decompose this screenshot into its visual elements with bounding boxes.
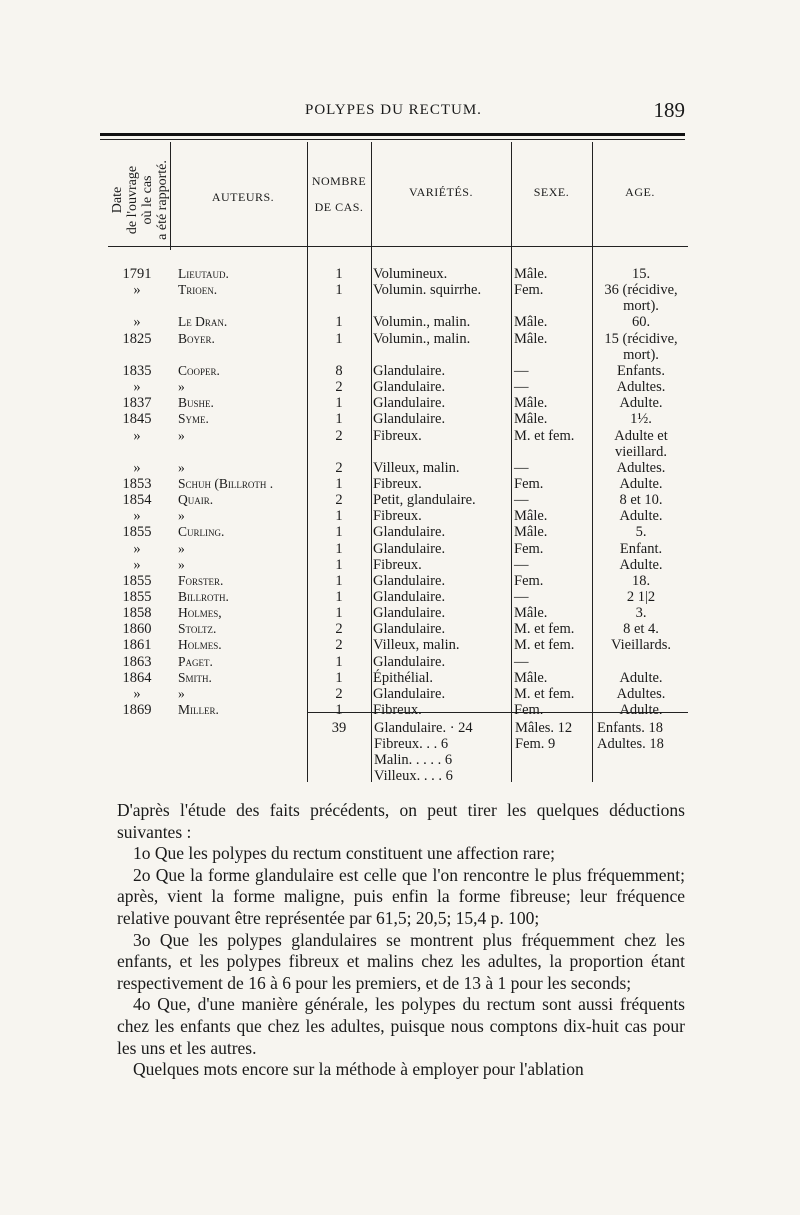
row-date: 1791 — [122, 266, 152, 282]
row-age: 15 (récidive, — [604, 330, 678, 347]
row-age: 8 et 4. — [623, 621, 659, 638]
row-variety: Villeux, malin. — [373, 459, 460, 476]
row-date: 1835 — [122, 362, 152, 379]
authors-column-header: AUTEURS. — [211, 190, 275, 204]
row-variety: Glandulaire. — [373, 411, 446, 428]
table-row — [108, 492, 688, 508]
date-header-line-1: Date — [110, 186, 125, 214]
row-sex: — — [514, 589, 529, 605]
row-date: 1855 — [122, 589, 152, 605]
row-date: » — [133, 540, 141, 557]
table-row — [108, 282, 688, 298]
row-variety: Glandulaire. — [373, 395, 446, 412]
row-date: 1858 — [122, 605, 152, 622]
table-row — [108, 557, 688, 573]
table-row — [108, 444, 688, 460]
row-age: 3. — [635, 605, 647, 622]
row-number: 1 — [335, 282, 343, 299]
table-row — [108, 411, 688, 427]
varieties-column-header: VARIÉTÉS. — [409, 185, 473, 199]
date-header-line-3: où le cas — [140, 175, 155, 225]
row-date: » — [133, 508, 141, 525]
table-row — [108, 298, 688, 314]
row-sex: Mâle. — [514, 605, 548, 622]
row-sex: Mâle. — [514, 508, 548, 525]
row-age: Adultes. — [616, 685, 666, 702]
row-variety: Glandulaire. — [373, 589, 446, 605]
row-number: 1 — [335, 540, 343, 557]
row-age: Adulte. — [619, 669, 663, 686]
row-age: Adultes. — [616, 379, 666, 396]
row-date: » — [133, 685, 141, 702]
running-title: POLYPES DU RECTUM. — [305, 102, 482, 118]
row-date: 1864 — [122, 669, 152, 686]
row-variety: Volumin. squirrhe. — [373, 282, 482, 299]
table-row — [108, 379, 688, 395]
row-sex: — — [514, 379, 529, 396]
row-author: Holmes, — [178, 605, 222, 621]
row-date: 1863 — [122, 653, 152, 670]
table-row — [108, 605, 688, 621]
row-variety: Petit, glandulaire. — [373, 492, 476, 509]
row-author: Boyer. — [178, 330, 215, 346]
table-row — [108, 347, 688, 363]
row-sex: Mâle. — [514, 524, 548, 541]
sex-column-header: SEXE. — [533, 185, 570, 199]
row-number: 1 — [335, 605, 343, 622]
row-author: Bushe. — [178, 395, 214, 411]
table-row — [108, 686, 688, 702]
row-date: 1869 — [122, 702, 152, 719]
column-divider — [170, 142, 171, 250]
table-row — [108, 395, 688, 411]
row-variety: Glandulaire. — [373, 685, 446, 702]
row-age: Enfant. — [619, 540, 663, 557]
row-variety: Volumin., malin. — [373, 314, 471, 331]
row-sex: — — [514, 362, 529, 379]
row-date: 1854 — [122, 492, 152, 509]
row-author: Cooper. — [178, 362, 220, 378]
row-age: 2 1|2 — [626, 589, 656, 605]
paragraph-point-4: 4o Que, d'une manière générale, les polypes du rectum sont aussi fréquents chez les enfants que chez les adultes, puisque nous comptons dix-huit cas pour les uns et les autres. — [117, 994, 685, 1058]
table-row — [108, 428, 688, 444]
row-date: 1860 — [122, 621, 152, 638]
total-variety-villous: Villeux. . . . 6 — [374, 768, 453, 784]
table-row — [108, 314, 688, 330]
row-author: » — [178, 556, 185, 572]
row-author: Schuh (Billroth . — [178, 475, 274, 491]
date-header-line-4: a été rapporté. — [155, 160, 170, 240]
row-author: Le Dran. — [178, 314, 228, 330]
row-sex: — — [514, 492, 529, 509]
paragraph-point-2: 2o Que la forme glandulaire est celle que l'on rencontre le plus fréquemment; après, vient la forme maligne, puis enfin la forme fibreuse; leur fréquence relative pouvant être représentée par 61,5; 20,5; 15,4 p. 100; — [117, 864, 685, 928]
table-row — [108, 621, 688, 637]
row-age: vieillard. — [615, 443, 667, 460]
row-number: 1 — [335, 653, 343, 670]
table-row — [108, 573, 688, 589]
table-row — [108, 670, 688, 686]
row-date: 1825 — [122, 330, 152, 347]
table-row — [108, 363, 688, 379]
row-variety: Glandulaire. — [373, 379, 446, 396]
row-age: Vieillards. — [611, 637, 671, 654]
row-sex: Fem. — [514, 540, 544, 557]
row-age: Enfants. — [617, 362, 665, 379]
number-column-header-line-1: NOMBRE — [311, 174, 367, 188]
row-age: Adulte et — [614, 427, 668, 444]
row-date: » — [133, 314, 141, 331]
row-sex: Mâle. — [514, 669, 548, 686]
row-date: 1855 — [122, 524, 152, 541]
row-sex: M. et fem. — [514, 685, 575, 702]
row-age: Adulte. — [619, 508, 663, 525]
row-variety: Glandulaire. — [373, 540, 446, 557]
row-author: » — [178, 459, 185, 475]
table-row — [108, 702, 688, 718]
row-age: Adulte. — [619, 702, 663, 719]
row-author: Miller. — [178, 702, 219, 718]
row-number: 1 — [335, 524, 343, 541]
row-age: mort). — [623, 346, 659, 363]
row-number: 1 — [335, 395, 343, 412]
row-variety: Volumin., malin. — [373, 330, 471, 347]
row-variety: Fibreux. — [373, 475, 422, 492]
total-age-adults: Adultes. 18 — [597, 736, 664, 752]
row-number: 1 — [335, 314, 343, 331]
table-row — [108, 654, 688, 670]
row-number: 1 — [335, 330, 343, 347]
row-variety: Glandulaire. — [373, 621, 446, 638]
row-number: 1 — [335, 411, 343, 428]
total-cases: 39 — [331, 720, 347, 736]
row-author: Lieutaud. — [178, 266, 229, 281]
row-number: 1 — [335, 475, 343, 492]
row-author: » — [178, 379, 185, 395]
paragraph-closing: Quelques mots encore sur la méthode à employer pour l'ablation — [133, 1059, 584, 1080]
row-number: 2 — [335, 685, 343, 702]
row-sex: — — [514, 556, 529, 573]
date-header-line-2: de l'ouvrage — [125, 165, 140, 235]
row-date: » — [133, 379, 141, 396]
row-variety: Volumineux. — [373, 266, 448, 282]
row-number: 2 — [335, 459, 343, 476]
table-row — [108, 476, 688, 492]
total-sex-male: Mâles. 12 — [515, 720, 573, 736]
row-sex: M. et fem. — [514, 427, 575, 444]
row-number: 2 — [335, 492, 343, 509]
row-number: 1 — [335, 669, 343, 686]
row-variety: Glandulaire. — [373, 605, 446, 622]
row-variety: Épithélial. — [373, 669, 433, 686]
header-separator — [108, 246, 688, 247]
row-variety: Glandulaire. — [373, 524, 446, 541]
row-author: » — [178, 508, 185, 524]
body-text — [117, 800, 685, 1081]
row-number: 2 — [335, 379, 343, 396]
row-age: Adulte. — [619, 475, 663, 492]
row-age: Adulte. — [619, 556, 663, 573]
number-column-header-line-2: DE CAS. — [314, 200, 364, 214]
row-age: 15. — [631, 266, 651, 282]
row-author: Forster. — [178, 572, 224, 588]
row-number: 1 — [335, 556, 343, 573]
row-date: 1845 — [122, 411, 152, 428]
row-sex: Mâle. — [514, 266, 548, 282]
row-age: 5. — [635, 524, 647, 541]
row-date: » — [133, 427, 141, 444]
total-variety-fibrous: Fibreux. . . 6 — [374, 736, 449, 752]
row-sex: Mâle. — [514, 314, 548, 331]
header-rule-thick — [100, 133, 685, 136]
row-author: Holmes. — [178, 637, 222, 653]
row-number: 1 — [335, 702, 343, 719]
row-date: » — [133, 459, 141, 476]
row-number: 2 — [335, 637, 343, 654]
row-age: 8 et 10. — [619, 492, 663, 509]
row-sex: — — [514, 653, 529, 670]
row-sex: Mâle. — [514, 395, 548, 412]
row-author: Stoltz. — [178, 621, 217, 637]
row-sex: Fem. — [514, 572, 544, 589]
cases-table — [108, 142, 688, 782]
row-date: » — [133, 282, 141, 299]
row-sex: Fem. — [514, 702, 544, 719]
row-author: » — [178, 540, 185, 556]
table-row — [108, 589, 688, 605]
row-number: 1 — [335, 589, 343, 605]
total-variety-glandular: Glandulaire. · 24 — [374, 720, 473, 736]
row-variety: Glandulaire. — [373, 362, 446, 379]
row-variety: Fibreux. — [373, 702, 422, 719]
row-number: 1 — [335, 508, 343, 525]
row-number: 2 — [335, 621, 343, 638]
row-author: Curling. — [178, 524, 225, 540]
row-sex: Fem. — [514, 475, 544, 492]
page-header — [100, 98, 685, 128]
row-number: 1 — [335, 572, 343, 589]
table-row — [108, 331, 688, 347]
row-sex: — — [514, 459, 529, 476]
header-rule-thin — [100, 139, 685, 140]
row-variety: Fibreux. — [373, 427, 422, 444]
total-variety-malignant: Malin. . . . . 6 — [374, 752, 453, 768]
table-row — [108, 541, 688, 557]
table-row — [108, 637, 688, 653]
row-age: 60. — [631, 314, 651, 331]
row-date: 1853 — [122, 475, 152, 492]
table-row — [108, 508, 688, 524]
row-variety: Fibreux. — [373, 556, 422, 573]
row-date: 1861 — [122, 637, 152, 654]
row-age: mort). — [623, 298, 659, 315]
row-author: » — [178, 685, 185, 701]
table-row — [108, 524, 688, 540]
paragraph-point-1: 1o Que les polypes du rectum constituent une affection rare; — [133, 843, 555, 864]
row-age: Adulte. — [619, 395, 663, 412]
row-author: Syme. — [178, 411, 209, 427]
paragraph-intro: D'après l'étude des faits précédents, on peut tirer les quelques déductions suivantes : — [117, 800, 685, 842]
row-number: 1 — [335, 266, 343, 282]
row-date: 1855 — [122, 572, 152, 589]
row-sex: M. et fem. — [514, 621, 575, 638]
row-date: » — [133, 556, 141, 573]
age-column-header: AGE. — [625, 185, 655, 199]
paragraph-point-3: 3o Que les polypes glandulaires se montrent plus fréquemment chez les enfants, et les polypes fibreux et malins chez les adultes, la proportion étant respectivement de 16 à 6 pour les premiers, et de 13 à 1 pour les seconds; — [117, 929, 685, 993]
date-column-header — [110, 156, 170, 244]
table-row — [108, 460, 688, 476]
row-author: Trioen. — [178, 282, 218, 298]
row-author: » — [178, 427, 185, 443]
page-number: 189 — [653, 98, 685, 122]
row-sex: Fem. — [514, 282, 544, 299]
table-row — [108, 266, 688, 282]
row-age: Adultes. — [616, 459, 666, 476]
row-sex: Mâle. — [514, 411, 548, 428]
row-author: Smith. — [178, 669, 212, 685]
row-age: 18. — [631, 572, 651, 589]
row-date: 1837 — [122, 395, 152, 412]
row-variety: Fibreux. — [373, 508, 422, 525]
total-age-children: Enfants. 18 — [597, 720, 664, 736]
total-sex-female: Fem. 9 — [515, 736, 556, 752]
row-age: 1½. — [630, 411, 652, 428]
row-variety: Glandulaire. — [373, 653, 446, 670]
row-author: Paget. — [178, 653, 213, 669]
row-author: Quair. — [178, 492, 214, 508]
row-variety: Glandulaire. — [373, 572, 446, 589]
row-author: Billroth. — [178, 589, 229, 604]
row-sex: Mâle. — [514, 330, 548, 347]
row-number: 2 — [335, 427, 343, 444]
row-variety: Villeux, malin. — [373, 637, 460, 654]
row-number: 8 — [335, 362, 343, 379]
row-age: 36 (récidive, — [604, 282, 678, 299]
row-sex: M. et fem. — [514, 637, 575, 654]
